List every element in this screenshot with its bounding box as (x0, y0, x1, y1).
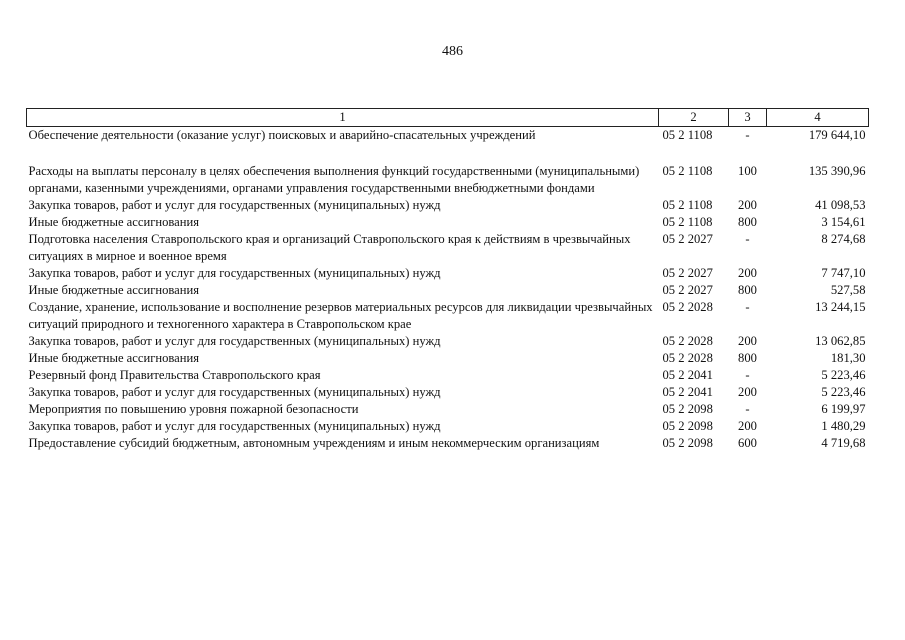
row-code: 05 2 2098 (662, 402, 713, 416)
header-col-2: 2 (659, 109, 729, 127)
row-code: 05 2 2027 (662, 266, 713, 280)
row-type: - (745, 300, 750, 314)
row-type: - (745, 128, 750, 142)
row-type: 200 (738, 266, 757, 280)
row-name: Закупка товаров, работ и услуг для государственных (муниципальных) нужд (28, 334, 441, 348)
table-row (27, 401, 869, 418)
row-sum: 7 747,10 (821, 266, 866, 280)
header-col-1: 1 (27, 109, 659, 127)
row-sum: 5 223,46 (821, 385, 866, 399)
row-sum: 6 199,97 (821, 402, 866, 416)
row-sum: 179 644,10 (808, 128, 866, 142)
row-sum: 8 274,68 (821, 232, 866, 246)
row-name: Закупка товаров, работ и услуг для государственных (муниципальных) нужд (28, 419, 441, 433)
row-code: 05 2 2098 (662, 436, 713, 450)
header-col-4: 4 (767, 109, 869, 127)
row-sum: 135 390,96 (808, 164, 866, 178)
row-type: 800 (738, 215, 757, 229)
row-code: 05 2 2098 (662, 419, 713, 433)
row-sum: 41 098,53 (815, 198, 866, 212)
row-type: 200 (738, 385, 757, 399)
row-name: Иные бюджетные ассигнования (28, 283, 200, 297)
row-type: 100 (738, 164, 757, 178)
row-code: 05 2 1108 (662, 164, 713, 178)
row-type: 200 (738, 334, 757, 348)
row-code: 05 2 2028 (662, 300, 713, 314)
row-sum: 3 154,61 (821, 215, 866, 229)
table-row (27, 282, 869, 299)
table-row (27, 435, 869, 452)
row-sum: 1 480,29 (821, 419, 866, 433)
row-name: Предоставление субсидий бюджетным, автономным учреждениям и иным некоммерческим организациям (28, 436, 600, 450)
row-type: 800 (738, 351, 757, 365)
table-row (27, 333, 869, 350)
row-sum: 13 062,85 (815, 334, 866, 348)
row-code: 05 2 2027 (662, 283, 713, 297)
row-type: - (745, 232, 750, 246)
table-row (27, 214, 869, 231)
row-type: 200 (738, 198, 757, 212)
row-name: Расходы на выплаты персоналу в целях обеспечения выполнения функций государственными (муниципальными) органами, казенными учреждениями, органами управления государственными внебюджетными фондами (28, 164, 640, 195)
row-code: 05 2 1108 (662, 215, 713, 229)
row-sum: 4 719,68 (821, 436, 866, 450)
row-code: 05 2 1108 (662, 198, 713, 212)
row-sum: 5 223,46 (821, 368, 866, 382)
table-row (27, 299, 869, 333)
table-row (27, 418, 869, 435)
table-row (27, 265, 869, 282)
row-code: 05 2 2041 (662, 368, 713, 382)
row-sum: 527,58 (830, 283, 866, 297)
row-type: - (745, 402, 750, 416)
table-row (27, 163, 869, 197)
row-name: Резервный фонд Правительства Ставропольского края (28, 368, 321, 382)
row-type: 600 (738, 436, 757, 450)
row-name: Закупка товаров, работ и услуг для государственных (муниципальных) нужд (28, 385, 441, 399)
row-name: Иные бюджетные ассигнования (28, 215, 200, 229)
header-col-3: 3 (729, 109, 767, 127)
table-row (27, 367, 869, 384)
page-number: 486 (442, 44, 463, 59)
row-name: Мероприятия по повышению уровня пожарной безопасности (28, 402, 359, 416)
row-type: 200 (738, 419, 757, 433)
row-code: 05 2 2041 (662, 385, 713, 399)
row-name: Закупка товаров, работ и услуг для государственных (муниципальных) нужд (28, 198, 441, 212)
row-name: Создание, хранение, использование и восполнение резервов материальных ресурсов для ликвидации чрезвычайных ситуаций природного и техногенного характера в Ставропольском крае (28, 300, 653, 331)
row-code: 05 2 1108 (662, 128, 713, 142)
table-row (27, 384, 869, 401)
row-sum: 181,30 (830, 351, 866, 365)
table-row (27, 197, 869, 214)
row-sum: 13 244,15 (815, 300, 866, 314)
row-name: Иные бюджетные ассигнования (28, 351, 200, 365)
table-row (27, 350, 869, 367)
row-type: 800 (738, 283, 757, 297)
row-code: 05 2 2027 (662, 232, 713, 246)
row-type: - (745, 368, 750, 382)
row-code: 05 2 2028 (662, 351, 713, 365)
table-row (27, 231, 869, 265)
table-header-row (27, 109, 869, 127)
table-row (27, 127, 869, 164)
budget-table (26, 108, 869, 452)
row-name: Подготовка населения Ставропольского края и организаций Ставропольского края к действиям в чрезвычайных ситуациях в мирное и военное время (28, 232, 631, 263)
row-code: 05 2 2028 (662, 334, 713, 348)
row-name: Обеспечение деятельности (оказание услуг) поисковых и аварийно-спасательных учреждений (28, 128, 536, 142)
row-name: Закупка товаров, работ и услуг для государственных (муниципальных) нужд (28, 266, 441, 280)
